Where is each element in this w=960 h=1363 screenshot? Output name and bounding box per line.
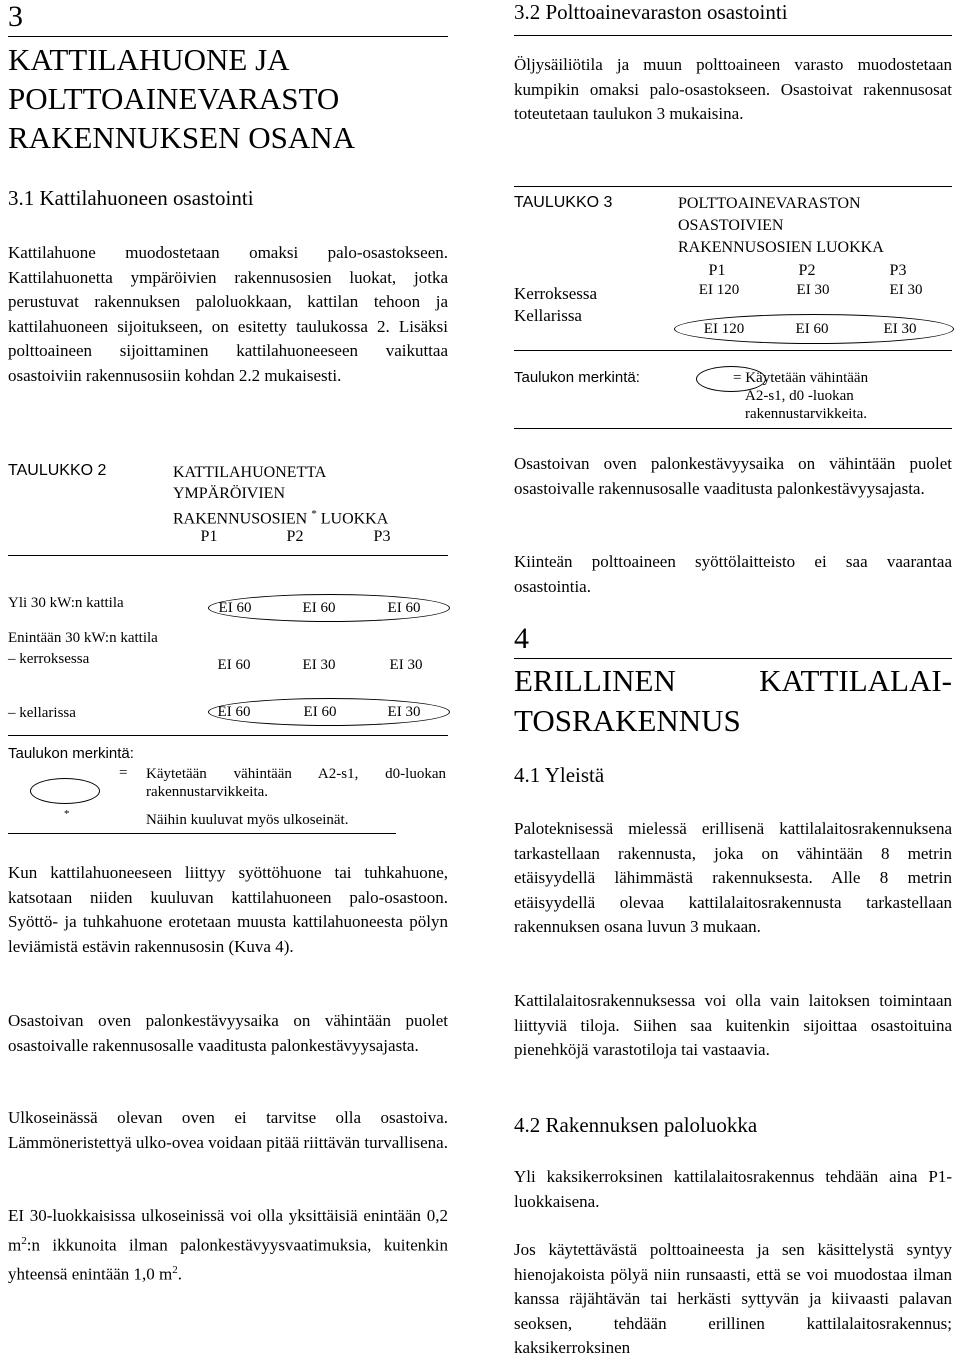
table-2-cell: EI 60 — [302, 600, 336, 616]
table-2-heading-line — [173, 504, 453, 529]
chapter-4-number: 4 — [514, 622, 529, 655]
paragraph-ulkoseina-ovi: Ulkoseinässä olevan oven ei tarvitse olla osastoiva. Lämmöneristettyä ulko-ovea voidaan pitää riittävän turvallisena. — [8, 1108, 448, 1152]
section-3-2-paragraph: Öljysäiliötila ja muun polttoaineen varasto muodostetaan kumpikin omaksi palo-osastokseen. Osastoivat rakennusosat toteutetaan taulukon 3 mukaisina. — [514, 55, 952, 123]
table-2-legend-equals: = — [119, 765, 128, 781]
paragraph-ikkunat — [8, 1204, 448, 1287]
table-3-cell: EI 30 — [796, 282, 830, 298]
table-3-heading-line: POLTTOAINEVARASTON — [678, 195, 861, 212]
superscript: 2 — [21, 1234, 27, 1247]
table-2-header-rule — [8, 555, 448, 556]
table-2-legend-star: * — [64, 808, 70, 820]
table-3-body-rule — [514, 350, 952, 351]
chapter-3-title-line: RAKENNUKSEN OSANA — [8, 120, 356, 155]
section-3-2-heading: 3.2 Polttoainevaraston osastointi — [514, 0, 788, 24]
chapter-3-title-line: POLTTOAINEVARASTO — [8, 81, 340, 116]
paragraph-tilat: Kattilalaitosrakennuksessa voi olla vain laitoksen toimintaan liittyviä tiloja. Siihen saa kuitenkin sijoittaa osastoituina pienehköjä varastotiloja tai vastaavia. — [514, 991, 952, 1059]
section-4-2-heading: 4.2 Rakennuksen paloluokka — [514, 1113, 758, 1137]
table-3-end-rule — [514, 428, 952, 429]
paragraph-osastoiva-ovi-right: Osastoivan oven palonkestävyysaika on vähintään puolet osastoivalle rakennusosalle vaaditusta palonkestävyysajasta. — [514, 454, 952, 498]
table-2-cell: EI 30 — [389, 657, 423, 673]
table-2-cell: EI 60 — [387, 600, 421, 616]
table-2-heading-line: YMPÄRÖIVIEN — [173, 485, 285, 502]
table-2-cell: EI 60 — [303, 704, 337, 720]
table-2-cell: EI 30 — [387, 704, 421, 720]
chapter-4-title-line: ERILLINEN KATTILALAI- — [514, 663, 952, 698]
table-3-heading — [678, 193, 958, 259]
table-3-cell: EI 120 — [703, 321, 745, 337]
chapter-3-title — [8, 40, 355, 157]
table-2-heading-part: RAKENNUSOSIEN — [173, 510, 308, 528]
table-2-heading-line: KATTILAHUONETTA — [173, 464, 327, 481]
table-3-heading-line: RAKENNUSOSIEN LUOKKA — [678, 239, 884, 256]
table-3-legend-line: = Käytetään vähintään — [733, 370, 869, 386]
table-3 — [514, 186, 952, 431]
chapter-4-rule — [514, 658, 952, 659]
paragraph-ikkunat-part: . — [177, 1264, 183, 1284]
table-3-row-label: Kellarissa — [514, 306, 582, 325]
chapter-4-title — [514, 661, 952, 741]
table-3-legend-text — [733, 369, 868, 423]
table-2-row-label: – kerroksessa — [8, 651, 90, 667]
table-2-end-rule — [8, 833, 396, 834]
section-4-1-heading: 4.1 Yleistä — [514, 763, 605, 787]
table-2-class-p3: P3 — [373, 528, 391, 545]
superscript: 2 — [172, 1263, 178, 1276]
paragraph-polyt: Jos käytettävästä polttoaineesta ja sen käsittelystä syntyy hienojakoista pölyä niin runsaasti, että se voi muodostaa ilman kanssa räjähtävän tai herkästi syttyvän ja kiivaasti palavan seoksen, tehdään erillinen kattilalaitosrakennus; kaksikerroksinen — [514, 1240, 952, 1357]
table-2-cell: EI 60 — [217, 704, 251, 720]
table-2-heading — [173, 462, 453, 529]
table-3-cell: EI 60 — [795, 321, 829, 337]
table-3-label: TAULUKKO 3 — [514, 194, 613, 211]
section-3-1-heading: 3.1 Kattilahuoneen osastointi — [8, 186, 254, 210]
table-3-top-rule — [514, 186, 952, 187]
table-2-row-label: Enintään 30 kW:n kattila — [8, 630, 158, 646]
table-2-body-rule — [8, 735, 448, 736]
table-3-cell: EI 30 — [883, 321, 917, 337]
table-2-legend-text: Käytetään vähintään A2-s1, d0-luokan rakennustarvikkeita. — [146, 766, 446, 800]
table-2-row-label: Yli 30 kW:n kattila — [8, 595, 124, 611]
table-2 — [8, 460, 448, 838]
paragraph-erillinen: Paloteknisessä mielessä erillisenä kattilalaitosrakennuksena tarkastellaan rakennusta, joka on vähintään 8 metrin etäisyydellä lähimmästä rakennuksesta. Alle 8 metrin etäisyydellä olevaa kattilalaitosrakennusta tarkastellaan rakennuksen osana luvun 3 mukaan. — [514, 819, 952, 936]
table-3-class-p1: P1 — [708, 262, 726, 279]
paragraph-syottolaitteisto: Kiinteän polttoaineen syöttölaitteisto ei saa vaarantaa osastointia. — [514, 552, 952, 596]
table-3-legend-title: Taulukon merkintä: — [514, 369, 640, 386]
table-2-heading-part: LUOKKA — [320, 510, 389, 528]
table-3-heading-line: OSASTOIVIEN — [678, 217, 784, 234]
chapter-3-rule — [8, 36, 448, 37]
table-2-legend-title: Taulukon merkintä: — [8, 745, 134, 762]
table-3-cell: EI 120 — [698, 282, 740, 298]
table-3-cell: EI 30 — [889, 282, 923, 298]
table-2-cell: EI 60 — [217, 657, 251, 673]
table-2-legend-oval — [30, 778, 100, 804]
table-2-asterisk: * — [311, 508, 317, 520]
table-2-class-p1: P1 — [200, 528, 218, 545]
table-2-label: TAULUKKO 2 — [8, 462, 107, 479]
paragraph-syottohuone: Kun kattilahuoneeseen liittyy syöttöhuone tai tuhkahuone, katsotaan niiden kuuluvan kattilahuoneen palo-osastoon. Syöttö- ja tuhkahuone erotetaan muusta kattilahuoneesta pölyn leviämistä estävin rakennusosin (Kuva 4). — [8, 863, 448, 956]
table-3-legend-line: A2-s1, d0 -luokan — [745, 388, 854, 404]
table-3-legend-line: rakennustarvikkeita. — [745, 406, 868, 422]
chapter-3-number: 3 — [8, 0, 23, 33]
table-2-cell: EI 30 — [302, 657, 336, 673]
section-3-2-rule — [514, 35, 952, 36]
paragraph-ikkunat-part: EI 30-luokkaisissa ulkoseinissä voi olla yksittäisiä enintään 0,2 m — [8, 1206, 448, 1255]
table-2-legend-star-text: Näihin kuuluvat myös ulkoseinät. — [146, 812, 349, 828]
table-2-row-label: – kellarissa — [8, 705, 76, 721]
table-2-class-p2: P2 — [286, 528, 304, 545]
table-3-class-p3: P3 — [889, 262, 907, 279]
table-2-cell: EI 60 — [218, 600, 252, 616]
chapter-4-title-line: TOSRAKENNUS — [514, 703, 741, 738]
paragraph-osastoiva-ovi: Osastoivan oven palonkestävyysaika on vähintään puolet osastoivalle rakennusosalle vaaditusta palonkestävyysajasta. — [8, 1011, 448, 1055]
table-3-row-label: Kerroksessa — [514, 284, 598, 303]
paragraph-paloluokka: Yli kaksikerroksinen kattilalaitosrakennus tehdään aina P1-luokkaisena. — [514, 1167, 952, 1211]
chapter-3-title-line: KATTILAHUONE JA — [8, 42, 290, 77]
table-3-class-p2: P2 — [798, 262, 816, 279]
paragraph-ikkunat-part: :n ikkunoita ilman palonkestävyysvaatimuksia, kuitenkin yhteensä enintään 1,0 m — [8, 1235, 448, 1284]
section-3-1-paragraph: Kattilahuone muodostetaan omaksi palo-osastokseen. Kattilahuonetta ympäröivien rakennusosien luokat, jotka perustuvat rakennuksen paloluokkaan, kattilan tehoon ja kattilahuoneen sijoitukseen, on esitetty taulukossa 2. Lisäksi polttoaineen sijoittaminen kattilahuoneeseen vaikuttaa osastoiviin rakennusosiin kohdan 2.2 mukaisesti. — [8, 243, 448, 385]
